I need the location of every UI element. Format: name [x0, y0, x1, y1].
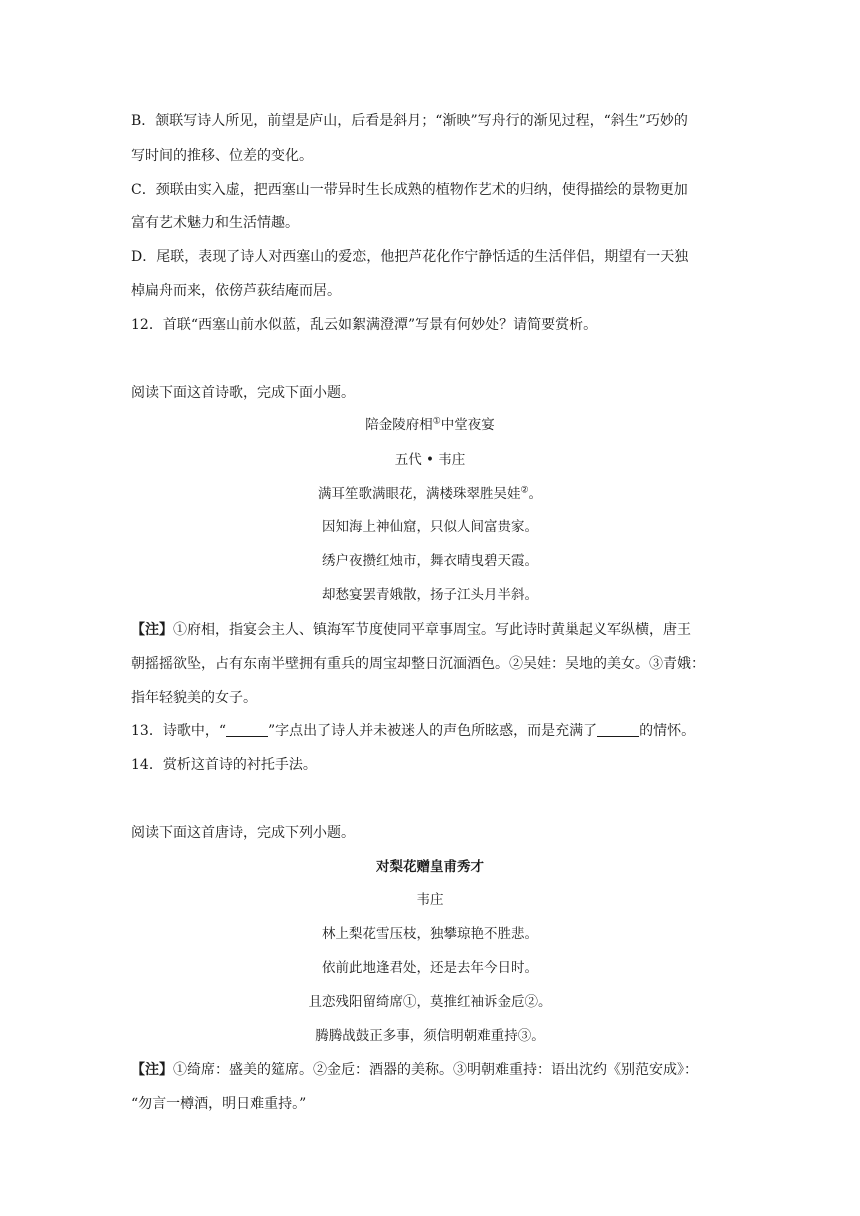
poem2-note-1 — [131, 1060, 731, 1080]
poem1-line-1-note: ② — [520, 485, 529, 496]
section3-intro: 阅读下面这首唐诗，完成下列小题。 — [131, 825, 355, 841]
question-13-part-c: 的情怀。 — [639, 723, 696, 739]
option-c-line-1: C．颈联由实入虚，把西塞山一带异时生长成熟的植物作艺术的归纳，使得描绘的景物更加 — [131, 182, 688, 198]
poem1-line-1-end: 。 — [528, 486, 543, 502]
poem1-title-note: ① — [432, 416, 441, 427]
poem2-note-1-text: ①绮席：盛美的筵席。②金卮：酒器的美称。③明朝难重持：语出沈约《别范安成》： — [173, 1062, 698, 1078]
poem2-line-4: 腾腾战鼓正多事，须信明朝难重持③。 — [315, 1028, 545, 1044]
question-14: 14．赏析这首诗的衬托手法。 — [131, 757, 317, 773]
answer-blank-1[interactable] — [226, 722, 268, 737]
poem1-line-2: 因知海上神仙窟，只似人间富贵家。 — [322, 519, 538, 535]
poem1-title — [0, 415, 860, 435]
question-12: 12．首联“西塞山前水似蓝，乱云如絮满澄潭”写景有何妙处？请简要赏析。 — [131, 317, 598, 333]
poem1-author: 五代 • 韦庄 — [394, 452, 466, 468]
poem1-title-text: 陪金陵府相 — [365, 417, 433, 433]
poem1-line-1 — [0, 484, 860, 504]
option-d-line-1: D．尾联，表现了诗人对西塞山的爱恋，他把芦花化作宁静恬适的生活伴侣，期望有一天独 — [131, 249, 689, 265]
poem1-line-3: 绣户夜攒红烛市，舞衣晴曳碧天霞。 — [322, 553, 538, 569]
poem2-line-1: 林上梨花雪压枝，独攀琼艳不胜悲。 — [322, 926, 538, 942]
poem2-title: 对梨花赠皇甫秀才 — [376, 859, 484, 875]
answer-blank-2[interactable] — [597, 722, 639, 737]
poem1-title-rest: 中堂夜宴 — [440, 417, 495, 433]
poem1-note-1 — [131, 620, 731, 640]
question-13-part-a: 13．诗歌中，“ — [131, 723, 226, 739]
poem1-note-2: 朝摇摇欲坠，占有东南半壁拥有重兵的周宝却整日沉湎酒色。②吴娃：吴地的美女。③青娥： — [131, 656, 705, 672]
option-d-line-2: 棹扁舟而来，依傍芦荻结庵而居。 — [131, 283, 341, 299]
poem1-line-4: 却愁宴罢青娥散，扬子江头月半斜。 — [322, 587, 538, 603]
poem2-note-2: “勿言一樽酒，明日难重持。” — [131, 1096, 307, 1112]
poem1-note-1-text: ①府相，指宴会主人、镇海军节度使同平章事周宝。写此诗时黄巢起义军纵横，唐王 — [173, 622, 691, 638]
poem2-line-2: 依前此地逢君处，还是去年今日时。 — [322, 960, 538, 976]
poem1-note-label: 【注】 — [131, 622, 173, 638]
poem2-note-label: 【注】 — [131, 1062, 173, 1078]
poem1-line-1-text: 满耳笙歌满眼花，满楼珠翠胜吴娃 — [317, 486, 521, 502]
option-b-line-1: B．颔联写诗人所见，前望是庐山，后看是斜月；“渐映”写舟行的渐见过程，“斜生”巧妙的 — [131, 113, 688, 129]
poem2-line-3: 且恋残阳留绮席①，莫推红袖诉金卮②。 — [308, 994, 552, 1010]
option-c-line-2: 富有艺术魅力和生活情趣。 — [131, 215, 299, 231]
poem1-note-3: 指年轻貌美的女子。 — [131, 690, 257, 706]
question-13 — [131, 721, 731, 741]
section2-intro: 阅读下面这首诗歌，完成下面小题。 — [131, 385, 355, 401]
question-13-part-b: ”字点出了诗人并未被迷人的声色所眩惑，而是充满了 — [267, 723, 598, 739]
poem2-author: 韦庄 — [416, 892, 444, 908]
option-b-line-2: 写时间的推移、位差的变化。 — [131, 148, 313, 164]
